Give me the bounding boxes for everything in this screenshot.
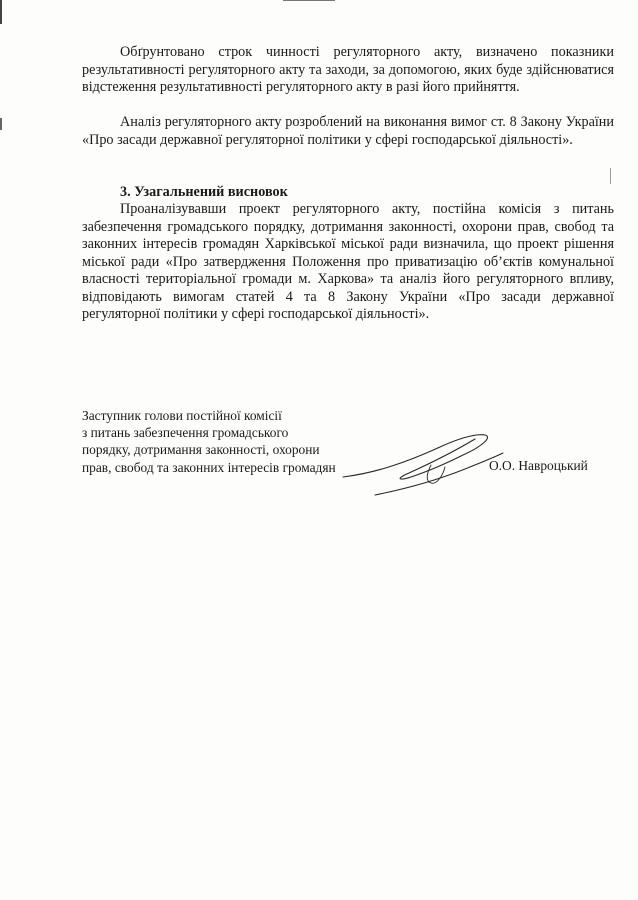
section-heading: 3. Узагальнений висновок bbox=[120, 184, 288, 200]
signature-title-line: Заступник голови постійної комісії bbox=[82, 408, 282, 423]
scan-edge-mark bbox=[0, 118, 2, 130]
scan-top-mark bbox=[283, 0, 335, 1]
body-paragraph: Обґрунтовано строк чинності регуляторного акту, визначено показники результативності регуляторного акту та заходи, за допомогою, яких буде здійснюватися відстеження результативності регуляторного акту в разі його прийняття. bbox=[82, 44, 614, 95]
body-paragraph: Проаналізувавши проект регуляторного акту, постійна комісія з питань забезпечення громадського порядку, дотримання законності, охорони прав, свобод та законних інтересів громадян Харківської міської ради визначила, що проект рішення міської ради «Про затвердження Положення про приватизацію об’єктів комунальної власності територіальної громади м. Харкова» та аналіз його регуляторного впливу, відповідають вимогам статей 4 та 8 Закону України «Про засади державної регуляторної політики у сфері господарської діяльності». bbox=[82, 201, 614, 322]
handwritten-signature bbox=[335, 425, 505, 505]
signature-title-line: з питань забезпечення громадського bbox=[82, 425, 289, 441]
scan-edge-mark bbox=[0, 0, 2, 24]
signature-title-line: порядку, дотримання законності, охорони bbox=[82, 442, 320, 458]
body-paragraph: Аналіз регуляторного акту розроблений на виконання вимог ст. 8 Закону України «Про засади державної регуляторної політики у сфері господарської діяльності». bbox=[82, 114, 614, 148]
signatory-name: О.О. Навроцький bbox=[489, 458, 588, 473]
scan-edge-mark bbox=[610, 168, 611, 184]
signature-title-line: прав, свобод та законних інтересів громадян bbox=[82, 459, 336, 475]
